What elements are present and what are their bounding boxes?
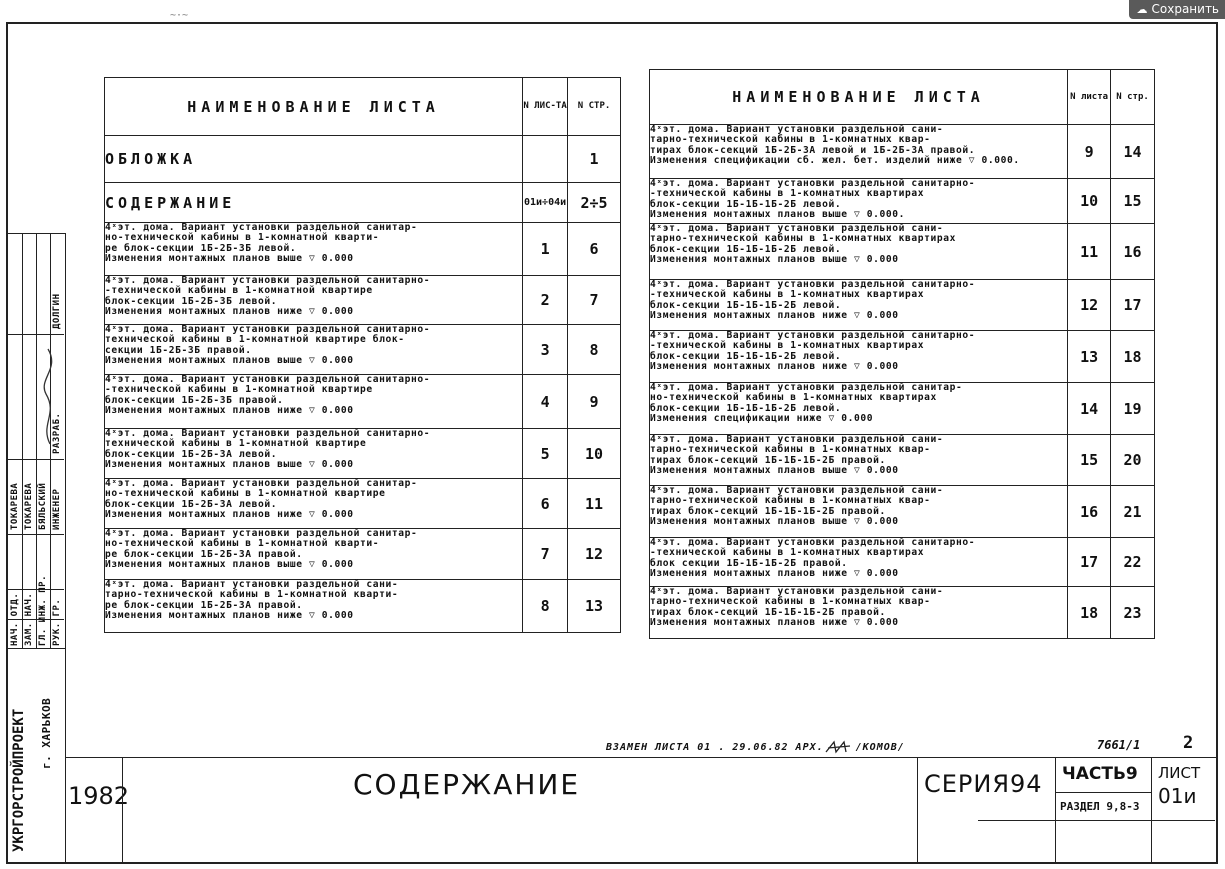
title-block [65, 757, 1216, 863]
sheet-title: СОДЕРЖАНИЕ [353, 768, 581, 801]
row-sheet-number: 15 [1068, 435, 1111, 486]
table-header [105, 78, 621, 136]
row-sheet-number: 17 [1068, 538, 1111, 587]
row-sheet-number: 3 [523, 325, 568, 375]
row-page-number: 7 [568, 276, 621, 325]
row-description: 4ˣэт. дома. Вариант установки раздельной сани- тарно-технической кабины в 1-комнатных квар- тирах блок-секций 1Б-2Б-3А левой и 1Б-2Б-3А правой. Изменения спецификации сб. жел. бет. изделий ниже ▽ 0.000. [650, 125, 1068, 179]
header-page: N СТР. [568, 78, 621, 136]
row-sheet-number: 10 [1068, 179, 1111, 224]
row-description: 4ˣэт. дома. Вариант установки раздельной санитарно- технической кабины в 1-комнатной квартире блок-секции 1Б-2Б-3А левой. Изменения монтажных планов выше ▽ 0.000 [105, 429, 523, 479]
document-code: 7661/1 [1097, 738, 1141, 752]
save-button[interactable]: ☁ Сохранить [1129, 0, 1225, 19]
row-sheet-number: 16 [1068, 486, 1111, 538]
table-row [650, 486, 1155, 538]
row-description: 4ˣэт. дома. Вариант установки раздельной санитарно- -технической кабины в 1-комнатных квартирах блок секции 1Б-1Б-1Б-2Б правой. Изменения монтажных планов ниже ▽ 0.000 [650, 538, 1068, 587]
table-row [650, 538, 1155, 587]
row-sheet-number: 2 [523, 276, 568, 325]
row-description: 4ˣэт. дома. Вариант установки раздельной санитарно- -технической кабины в 1-комнатных квартирах блок-секции 1Б-1Б-1Б-2Б левой. Изменения монтажных планов ниже ▽ 0.000 [650, 331, 1068, 383]
row-page-number: 23 [1111, 587, 1155, 639]
row-description: 4ˣэт. дома. Вариант установки раздельной сани- тарно-технической кабины в 1-комнатных квартирах блок-секции 1Б-1Б-1Б-2Б левой. Изменения монтажных планов выше ▽ 0.000 [650, 224, 1068, 280]
contents-table-left [104, 77, 621, 633]
row-page-number: 14 [1111, 125, 1155, 179]
table-row [650, 280, 1155, 331]
row-page-number: 18 [1111, 331, 1155, 383]
row-page-number: 22 [1111, 538, 1155, 587]
row-description: 4ˣэт. дома. Вариант установки раздельной сани- тарно-технической кабины в 1-комнатной кварти- ре блок-секции 1Б-2Б-3А правой. Изменения монтажных планов ниже ▽ 0.000 [105, 580, 523, 633]
table-row [105, 136, 621, 183]
series-label: СЕРИЯ94 [924, 770, 1043, 798]
row-sheet-number: 6 [523, 479, 568, 529]
name-label: ДОЛГИН [52, 293, 62, 329]
part-label: ЧАСТЬ9 [1062, 764, 1138, 784]
table-row [650, 331, 1155, 383]
row-page-number: 21 [1111, 486, 1155, 538]
row-sheet-number: 1 [523, 223, 568, 276]
city-name: г. ХАРЬКОВ [40, 697, 53, 769]
table-header [650, 70, 1155, 125]
role-label: РУК. ГР. [52, 598, 62, 646]
row-page-number: 15 [1111, 179, 1155, 224]
table-row [105, 580, 621, 633]
role-label: РАЗРАБ. [52, 412, 62, 454]
row-sheet-number: 13 [1068, 331, 1111, 383]
signature-stamp [8, 233, 66, 649]
sheet-label: ЛИСТ [1158, 764, 1201, 782]
contents-table-right [649, 69, 1155, 639]
row-description: 4ˣэт. дома. Вариант установки раздельной санитарно- -технической кабины в 1-комнатных квартирах блок-секции 1Б-1Б-1Б-2Б левой. Изменения монтажных планов ниже ▽ 0.000 [650, 280, 1068, 331]
row-sheet-number: 14 [1068, 383, 1111, 435]
scan-mark: ~·~ [170, 10, 189, 21]
page-number: 2 [1183, 733, 1194, 753]
row-sheet-number: 9 [1068, 125, 1111, 179]
row-description: 4ˣэт. дома. Вариант установки раздельной сани- тарно-технической кабины в 1-комнатных квар- тирах блок-секций 1Б-1Б-1Б-2Б правой. Изменения монтажных планов ниже ▽ 0.000 [650, 587, 1068, 639]
table-row [650, 587, 1155, 639]
role-label: ГЛ. ИНЖ. ПР. [38, 574, 48, 646]
row-description: 4ˣэт. дома. Вариант установки раздельной санитар- но-технической кабины в 1-комнатной квартире блок-секции 1Б-2Б-3А левой. Изменения монтажных планов ниже ▽ 0.000 [105, 479, 523, 529]
row-sheet-number: 18 [1068, 587, 1111, 639]
row-page-number: 17 [1111, 280, 1155, 331]
row-description: 4ˣэт. дома. Вариант установки раздельной санитарно- -технической кабины в 1-комнатной квартире блок-секции 1Б-2Б-3Б правой. Изменения монтажных планов ниже ▽ 0.000 [105, 375, 523, 429]
row-sheet-number: 11 [1068, 224, 1111, 280]
row-description: 4ˣэт. дома. Вариант установки раздельной санитар- но-технической кабины в 1-комнатной кварти- ре блок-секции 1Б-2Б-3Б левой. Изменения монтажных планов выше ▽ 0.000 [105, 223, 523, 276]
table-row [650, 179, 1155, 224]
row-page-number: 11 [568, 479, 621, 529]
header-sheet: N ЛИС-ТА [523, 78, 568, 136]
row-sheet-number [523, 136, 568, 183]
row-page-number: 16 [1111, 224, 1155, 280]
row-sheet-number: 7 [523, 529, 568, 580]
table-row [105, 375, 621, 429]
table-row [105, 223, 621, 276]
row-description: ОБЛОЖКА [105, 136, 523, 183]
header-page: N стр. [1111, 70, 1155, 125]
name-label: БЯЛЬСКИЙ [38, 482, 48, 530]
role-label: ЗАМ. НАЧ. [24, 592, 34, 646]
table-row [105, 325, 621, 375]
row-sheet-number: 5 [523, 429, 568, 479]
row-page-number: 9 [568, 375, 621, 429]
table-row [650, 383, 1155, 435]
table-row [105, 479, 621, 529]
row-description: 4ˣэт. дома. Вариант установки раздельной сани- тарно-технической кабины в 1-комнатных квар- тирах блок-секций 1Б-1Б-1Б-2Б правой. Изменения монтажных планов выше ▽ 0.000 [650, 435, 1068, 486]
row-page-number: 10 [568, 429, 621, 479]
table-row [105, 529, 621, 580]
row-page-number: 1 [568, 136, 621, 183]
row-description: 4ˣэт. дома. Вариант установки раздельной санитар- но-технической кабины в 1-комнатной кварти- ре блок-секции 1Б-2Б-3А правой. Изменения монтажных планов выше ▽ 0.000 [105, 529, 523, 580]
section-label: РАЗДЕЛ 9,8-3 [1060, 800, 1140, 813]
row-sheet-number: 4 [523, 375, 568, 429]
row-page-number: 12 [568, 529, 621, 580]
year: 1982 [68, 782, 130, 810]
row-page-number: 8 [568, 325, 621, 375]
row-page-number: 20 [1111, 435, 1155, 486]
cloud-icon: ☁ [1136, 3, 1148, 16]
row-page-number: 13 [568, 580, 621, 633]
name-label: ТОКАРЕВА [24, 482, 34, 530]
row-page-number: 2÷5 [568, 183, 621, 223]
role-label: НАЧ. ОТД. [10, 592, 20, 646]
table-row [650, 435, 1155, 486]
signature-scribble [824, 740, 856, 754]
signature-scribble [36, 334, 64, 454]
row-sheet-number: 8 [523, 580, 568, 633]
row-sheet-number: 12 [1068, 280, 1111, 331]
row-description: 4ˣэт. дома. Вариант установки раздельной санитар- но-технической кабины в 1-комнатных квартирах блок-секции 1Б-1Б-1Б-2Б левой. Изменения спецификации ниже ▽ 0.000 [650, 383, 1068, 435]
sheet-number: 01и [1158, 784, 1197, 808]
row-description: СОДЕРЖАНИЕ [105, 183, 523, 223]
organization-name: УКРГОРСТРОЙПРОЕКТ [11, 708, 27, 852]
row-description: 4ˣэт. дома. Вариант установки раздельной сани- тарно-технической кабины в 1-комнатных квар- тирах блок-секций 1Б-1Б-1Б-2Б правой. Изменения монтажных планов выше ▽ 0.000 [650, 486, 1068, 538]
row-description: 4ˣэт. дома. Вариант установки раздельной санитарно- технической кабины в 1-комнатной квартире блок- секции 1Б-2Б-3Б правой. Изменения монтажных планов выше ▽ 0.000 [105, 325, 523, 375]
table-row [650, 125, 1155, 179]
table-row [105, 276, 621, 325]
table-row [105, 429, 621, 479]
organization-block [8, 648, 66, 856]
row-page-number: 19 [1111, 383, 1155, 435]
row-sheet-number: 01и÷04и [523, 183, 568, 223]
table-row [650, 224, 1155, 280]
table-row [105, 183, 621, 223]
role-label: ИНЖЕНЕР [52, 488, 62, 530]
name-label: ТОКАРЕВА [10, 482, 20, 530]
row-description: 4ˣэт. дома. Вариант установки раздельной санитарно- -технической кабины в 1-комнатной квартире блок-секции 1Б-2Б-3Б левой. Изменения монтажных планов ниже ▽ 0.000 [105, 276, 523, 325]
header-name: НАИМЕНОВАНИЕ ЛИСТА [650, 70, 1068, 125]
replacement-note: ВЗАМЕН ЛИСТА 01 . 29.06.82 АРХ. /КОМОВ/ [606, 742, 905, 753]
row-description: 4ˣэт. дома. Вариант установки раздельной санитарно- -технической кабины в 1-комнатных квартирах блок-секции 1Б-1Б-1Б-2Б левой. Изменения монтажных планов выше ▽ 0.000. [650, 179, 1068, 224]
row-page-number: 6 [568, 223, 621, 276]
header-name: НАИМЕНОВАНИЕ ЛИСТА [105, 78, 523, 136]
header-sheet: N листа [1068, 70, 1111, 125]
